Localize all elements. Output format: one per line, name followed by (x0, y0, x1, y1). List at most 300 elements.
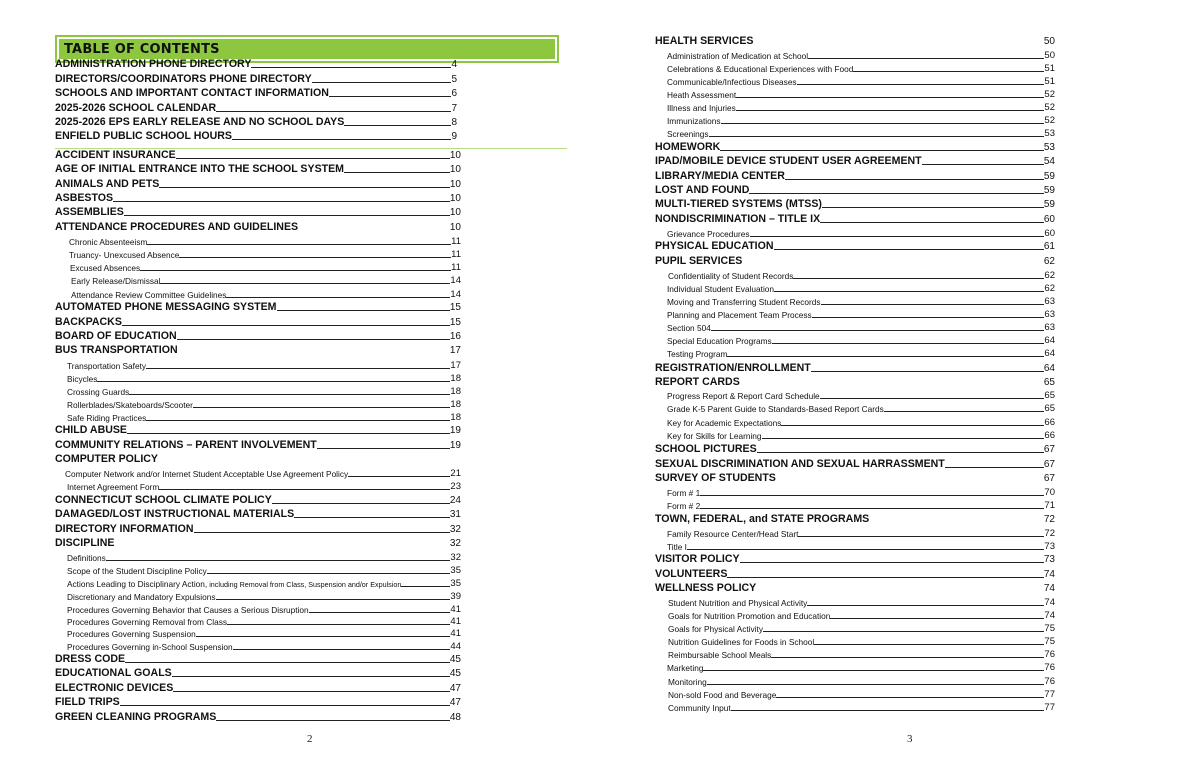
dot-leader (124, 215, 450, 216)
toc-entry-label: PUPIL SERVICES (655, 255, 743, 267)
dot-leader (179, 257, 451, 258)
dot-leader (812, 317, 1045, 318)
toc-entry-page: 8 (451, 116, 457, 128)
toc-entry-page: 73 (1044, 541, 1055, 552)
toc-entry-page: 50 (1043, 35, 1055, 47)
toc-entry-label: BUS TRANSPORTATION (55, 344, 178, 356)
toc-entry-chronic-absenteeism[interactable] (69, 237, 461, 247)
toc-entry-discipline[interactable] (55, 538, 461, 549)
toc-entry-community-input[interactable] (668, 703, 1055, 713)
toc-entry-label: Chronic Absenteeism (69, 237, 148, 248)
dot-leader (820, 398, 1045, 399)
toc-entry-page: 66 (1044, 417, 1055, 428)
toc-entry-label: Bicycles (67, 374, 98, 385)
dot-leader (233, 649, 451, 650)
toc-entry-directory-information[interactable] (55, 524, 461, 535)
dot-leader (172, 676, 450, 677)
toc-entry-label: EDUCATIONAL GOALS (55, 667, 172, 679)
dot-leader (329, 96, 452, 97)
toc-entry-label: DAMAGED/LOST INSTRUCTIONAL MATERIALS (55, 508, 295, 520)
toc-entry-nondiscrimination-title-ix[interactable] (655, 214, 1055, 225)
dot-leader (776, 697, 1044, 698)
toc-entry-label: Key for Academic Expectations (667, 418, 782, 429)
toc-entry-page: 41 (450, 604, 461, 615)
toc-entry-heath-assessment[interactable] (667, 90, 1055, 100)
toc-entry-label: Individual Student Evaluation (667, 284, 775, 295)
toc-entry-label: ENFIELD PUBLIC SCHOOL HOURS (55, 130, 232, 142)
toc-entry-early-release-dismissal[interactable] (71, 276, 461, 286)
toc-entry-page: 62 (1044, 283, 1055, 294)
dot-leader (227, 624, 450, 625)
toc-entry-page: 44 (450, 641, 461, 652)
toc-entry-automated-phone-messaging-system[interactable] (55, 302, 461, 313)
right-page (655, 0, 1057, 776)
dot-leader (177, 339, 450, 340)
toc-entry-label: Transportation Safety (67, 361, 147, 372)
toc-entry-truancy-unexcused-absence[interactable] (69, 250, 461, 260)
toc-entry-multi-tiered-systems-mtss[interactable] (655, 199, 1055, 210)
toc-entry-backpacks[interactable] (55, 317, 461, 328)
toc-entry-page: 77 (1044, 702, 1055, 713)
toc-entry-attendance-procedures-and-guidelines[interactable] (55, 222, 461, 233)
toc-entry-label: Testing Program (667, 349, 728, 360)
toc-entry-label: Screenings (667, 129, 709, 140)
toc-entry-page: 76 (1044, 649, 1055, 660)
toc-entry-page: 16 (449, 330, 461, 342)
dot-leader (884, 411, 1045, 412)
dot-leader (707, 684, 1045, 685)
toc-entry-procedures-governing-suspension[interactable] (67, 629, 461, 639)
dot-leader (853, 71, 1044, 72)
toc-entry-page: 59 (1043, 198, 1055, 210)
dot-leader (821, 304, 1045, 305)
dot-leader (922, 164, 1044, 165)
toc-entry-page: 63 (1044, 309, 1055, 320)
dot-leader (740, 562, 1044, 563)
toc-entry-animals-and-pets[interactable] (55, 179, 461, 190)
toc-entry-label: Administration of Medication at School (667, 51, 809, 62)
toc-entry-administration-of-medication-at-school[interactable] (667, 51, 1055, 61)
dot-leader (232, 139, 451, 140)
toc-entry-label: Excused Absences (70, 263, 141, 274)
toc-entry-grievance-procedures[interactable] (667, 229, 1055, 239)
dot-leader (216, 720, 450, 721)
toc-entry-page: 71 (1044, 500, 1055, 511)
dot-leader (727, 577, 1043, 578)
toc-entry-label: Monitoring (668, 677, 707, 688)
toc-entry-page: 18 (450, 399, 461, 410)
toc-entry-label: FIELD TRIPS (55, 696, 120, 708)
toc-entry-label: Family Resource Center/Head Start (667, 529, 799, 540)
toc-entry-label: DISCIPLINE (55, 537, 115, 549)
toc-entry-non-sold-food-and-beverage[interactable] (668, 690, 1055, 700)
toc-entry-page: 65 (1043, 376, 1055, 388)
dot-leader (317, 448, 450, 449)
toc-entry-progress-report-report-card-schedule[interactable] (667, 391, 1055, 401)
dot-leader (762, 438, 1045, 439)
toc-entry-goals-for-physical-activity[interactable] (668, 624, 1055, 634)
toc-entry-label: Title I (667, 542, 687, 553)
toc-entry-label: Communicable/Infectious Diseases (667, 77, 797, 88)
toc-entry-key-for-skills-for-learning[interactable] (667, 431, 1055, 441)
toc-entry-page: 19 (449, 439, 461, 451)
toc-entry-label: COMMUNITY RELATIONS – PARENT INVOLVEMENT (55, 439, 317, 451)
toc-entry-page: 50 (1044, 50, 1055, 61)
toc-entry-label: Celebrations & Educational Experiences with Food (667, 64, 854, 75)
toc-entry-label: BOARD OF EDUCATION (55, 330, 177, 342)
toc-banner-fill (59, 39, 555, 59)
toc-entry-label: CONNECTICUT SCHOOL CLIMATE POLICY (55, 494, 272, 506)
toc-entry-health-services[interactable] (655, 36, 1055, 47)
dot-leader (146, 368, 450, 369)
toc-entry-label: Planning and Placement Team Process (667, 310, 812, 321)
toc-entry-page: 52 (1044, 115, 1055, 126)
toc-entry-label: ASSEMBLIES (55, 206, 124, 218)
toc-entry-scope-of-the-student-discipline-policy[interactable] (67, 566, 461, 576)
toc-entry-page: 39 (450, 591, 461, 602)
toc-entry-label: VOLUNTEERS (655, 568, 728, 580)
toc-entry-pupil-services[interactable] (655, 256, 1055, 267)
toc-entry-goals-for-nutrition-promotion-and-educat[interactable] (668, 611, 1055, 621)
toc-entry-testing-program[interactable] (667, 349, 1055, 359)
toc-entry-page: 4 (451, 58, 457, 70)
toc-entry-enfield-public-school-hours[interactable] (55, 131, 457, 142)
dot-leader (294, 517, 450, 518)
toc-entry-label: TOWN, FEDERAL, and STATE PROGRAMS (655, 513, 870, 525)
toc-entry-family-resource-center-head-start[interactable] (667, 529, 1055, 539)
dot-leader (216, 111, 451, 112)
toc-entry-page: 18 (450, 386, 461, 397)
dot-leader (312, 82, 452, 83)
toc-entry-reimbursable-school-meals[interactable] (668, 650, 1055, 660)
toc-entry-page: 21 (450, 468, 461, 479)
toc-entry-report-cards[interactable] (655, 377, 1055, 388)
toc-entry-label: Confidentiality of Student Records (668, 271, 794, 282)
dot-leader (146, 420, 450, 421)
toc-entry-immunizations[interactable] (667, 116, 1055, 126)
toc-entry-discretionary-and-mandatory-expulsions[interactable] (67, 592, 461, 602)
dot-leader (757, 452, 1044, 453)
toc-entry-page: 10 (449, 221, 461, 233)
toc-entry-page: 23 (450, 481, 461, 492)
toc-entry-page: 51 (1044, 63, 1055, 74)
dot-leader (106, 560, 451, 561)
toc-entry-label: Marketing (667, 663, 704, 674)
toc-entry-title-i[interactable] (667, 542, 1055, 552)
toc-entry-page: 17 (450, 360, 461, 371)
toc-entry-label: Procedures Governing Behavior that Causes a Serious Disruption (67, 605, 309, 616)
toc-entry-page: 11 (451, 249, 461, 260)
toc-entry-town-federal-and-state-programs[interactable] (655, 514, 1055, 525)
toc-entry-educational-goals[interactable] (55, 668, 461, 679)
toc-entry-visitor-policy[interactable] (655, 554, 1055, 565)
toc-entry-label: Goals for Nutrition Promotion and Education (668, 611, 831, 622)
toc-entry-excused-absences[interactable] (70, 263, 461, 273)
toc-entry-label: Key for Skills for Learning (667, 431, 762, 442)
toc-entry-label: DIRECTORY INFORMATION (55, 523, 194, 535)
dot-leader (129, 394, 450, 395)
toc-entry-ipad-mobile-device-student-user-agreemen[interactable] (655, 156, 1055, 167)
dot-leader (772, 343, 1045, 344)
toc-entry-library-media-center[interactable] (655, 171, 1055, 182)
dot-leader (125, 662, 450, 663)
toc-entry-label: AGE OF INITIAL ENTRANCE INTO THE SCHOOL SYSTEM (55, 163, 344, 175)
toc-entry-page: 65 (1044, 403, 1055, 414)
toc-entry-safe-riding-practices[interactable] (67, 413, 461, 423)
dot-leader (216, 599, 451, 600)
dot-leader (703, 670, 1044, 671)
toc-entry-label: GREEN CLEANING PROGRAMS (55, 711, 217, 723)
toc-entry-label: ATTENDANCE PROCEDURES AND GUIDELINES (55, 221, 299, 233)
toc-entry-celebrations-educational-experiences-wit[interactable] (667, 64, 1055, 74)
toc-entry-planning-and-placement-team-process[interactable] (667, 310, 1055, 320)
toc-entry-connecticut-school-climate-policy[interactable] (55, 495, 461, 506)
toc-entry-page: 48 (449, 711, 461, 723)
toc-entry-procedures-governing-in-school-suspensio[interactable] (67, 642, 461, 652)
toc-entry-homework[interactable] (655, 142, 1055, 153)
toc-entry-schools-and-important-contact-informatio[interactable] (55, 88, 457, 99)
toc-entry-bus-transportation[interactable] (55, 345, 461, 356)
toc-entry-green-cleaning-programs[interactable] (55, 712, 461, 723)
toc-entry-individual-student-evaluation[interactable] (667, 284, 1055, 294)
toc-entry-page: 53 (1044, 128, 1055, 139)
toc-entry-label: VISITOR POLICY (655, 553, 740, 565)
toc-entry-dress-code[interactable] (55, 654, 461, 665)
toc-entry-page: 41 (450, 628, 461, 639)
toc-entry-page: 74 (1044, 610, 1055, 621)
toc-entry-note: including Removal from Class, Suspension and/or Expulsion (207, 580, 402, 590)
toc-entry-label: REPORT CARDS (655, 376, 740, 388)
toc-entry-label: Crossing Guards (67, 387, 130, 398)
toc-entry-field-trips[interactable] (55, 697, 461, 708)
toc-entry-administration-phone-directory[interactable] (55, 59, 457, 70)
toc-entry-page: 10 (449, 149, 461, 161)
toc-entry-page: 7 (451, 102, 457, 114)
dot-leader (251, 67, 451, 68)
toc-entry-label: ASBESTOS (55, 192, 114, 204)
toc-entry-form-2[interactable] (667, 501, 1055, 511)
dot-leader (226, 297, 450, 298)
toc-entry-label: CHILD ABUSE (55, 424, 127, 436)
dot-leader (749, 193, 1044, 194)
dot-leader (113, 201, 450, 202)
dot-leader (720, 150, 1044, 151)
toc-entry-label: IPAD/MOBILE DEVICE STUDENT USER AGREEMENT (655, 155, 922, 167)
toc-entry-computer-policy[interactable] (55, 454, 461, 465)
toc-entry-label: Heath Assessment (667, 90, 737, 101)
toc-entry-2025-2026-eps-early-release-and-no-schoo[interactable] (55, 117, 457, 128)
dot-leader (700, 495, 1044, 496)
toc-entry-page: 74 (1043, 582, 1055, 594)
dot-leader (797, 84, 1045, 85)
toc-entry-screenings[interactable] (667, 129, 1055, 139)
toc-entry-community-relations-parent-involvement[interactable] (55, 440, 461, 451)
toc-entry-label: Nutrition Guidelines for Foods in School (668, 637, 815, 648)
toc-entry-key-for-academic-expectations[interactable] (667, 418, 1055, 428)
toc-entry-label: SEXUAL DISCRIMINATION AND SEXUAL HARRASSMENT (655, 458, 945, 470)
toc-entry-nutrition-guidelines-for-foods-in-school[interactable] (668, 637, 1055, 647)
dot-leader (272, 503, 450, 504)
dot-leader (173, 691, 450, 692)
toc-entry-label: Immunizations (667, 116, 721, 127)
toc-entry-label: Rollerblades/Skateboards/Scooter (67, 400, 193, 411)
toc-entry-lost-and-found[interactable] (655, 185, 1055, 196)
toc-entry-volunteers[interactable] (655, 569, 1055, 580)
dot-leader (721, 123, 1045, 124)
toc-entry-student-nutrition-and-physical-activity[interactable] (668, 598, 1055, 608)
dot-leader (811, 371, 1044, 372)
toc-entry-survey-of-students[interactable] (655, 473, 1055, 484)
toc-entry-page: 67 (1043, 472, 1055, 484)
toc-entry-electronic-devices[interactable] (55, 683, 461, 694)
toc-entry-physical-education[interactable] (655, 241, 1055, 252)
toc-entry-label: DRESS CODE (55, 653, 126, 665)
toc-entry-moving-and-transferring-student-records[interactable] (667, 297, 1055, 307)
toc-entry-label: Discretionary and Mandatory Expulsions (67, 592, 216, 603)
toc-entry-page: 62 (1043, 255, 1055, 267)
dot-leader (687, 549, 1044, 550)
dot-leader (196, 636, 451, 637)
toc-entry-page: 73 (1043, 553, 1055, 565)
toc-entry-page: 45 (449, 653, 461, 665)
dot-leader (711, 330, 1045, 331)
toc-entry-page: 10 (449, 206, 461, 218)
toc-entry-page: 32 (449, 537, 461, 549)
toc-entry-damaged-lost-instructional-materials[interactable] (55, 509, 461, 520)
toc-title: TABLE OF CONTENTS (64, 41, 220, 57)
toc-entry-page: 14 (450, 275, 461, 286)
toc-entry-page: 45 (449, 667, 461, 679)
toc-entry-label: Student Nutrition and Physical Activity (668, 598, 808, 609)
toc-entry-label: REGISTRATION/ENROLLMENT (655, 362, 811, 374)
dot-leader (731, 710, 1045, 711)
toc-entry-label: Definitions (67, 553, 106, 564)
toc-entry-accident-insurance[interactable] (55, 150, 461, 161)
dot-leader (277, 310, 450, 311)
toc-entry-2025-2026-school-calendar[interactable] (55, 103, 457, 114)
toc-entry-page: 63 (1044, 322, 1055, 333)
toc-entry-label: COMPUTER POLICY (55, 453, 158, 465)
toc-entry-asbestos[interactable] (55, 193, 461, 204)
toc-entry-label: BACKPACKS (55, 316, 122, 328)
toc-entry-form-1[interactable] (667, 488, 1055, 498)
toc-entry-illness-and-injuries[interactable] (667, 103, 1055, 113)
toc-entry-monitoring[interactable] (668, 677, 1055, 687)
toc-entry-school-pictures[interactable] (655, 444, 1055, 455)
toc-entry-grade-k-5-parent-guide-to-standards-base[interactable] (667, 404, 1055, 414)
toc-entry-label: Moving and Transferring Student Records (667, 297, 821, 308)
toc-entry-sexual-discrimination-and-sexual-harrass[interactable] (655, 459, 1055, 470)
dot-leader (736, 97, 1044, 98)
dot-leader (814, 644, 1044, 645)
toc-entry-communicable-infectious-diseases[interactable] (667, 77, 1055, 87)
toc-entry-page: 67 (1043, 443, 1055, 455)
dot-leader (700, 508, 1044, 509)
toc-entry-label: MULTI-TIERED SYSTEMS (MTSS) (655, 198, 822, 210)
toc-entry-page: 72 (1044, 528, 1055, 539)
toc-entry-definitions[interactable] (67, 553, 461, 563)
toc-entry-label: LIBRARY/MEDIA CENTER (655, 170, 785, 182)
toc-entry-page: 52 (1044, 89, 1055, 100)
toc-entry-label: AUTOMATED PHONE MESSAGING SYSTEM (55, 301, 277, 313)
toc-entry-page: 5 (451, 73, 457, 85)
toc-entry-label: Truancy- Unexcused Absence (69, 250, 180, 261)
toc-entry-label: Procedures Governing Removal from Class (67, 617, 228, 628)
toc-entry-page: 52 (1044, 102, 1055, 113)
dot-leader (344, 125, 451, 126)
toc-entry-directors-coordinators-phone-directory[interactable] (55, 74, 457, 85)
dot-leader (348, 476, 450, 477)
toc-entry-page: 70 (1044, 487, 1055, 498)
toc-entry-page: 76 (1044, 662, 1055, 673)
toc-entry-child-abuse[interactable] (55, 425, 461, 436)
dot-leader (750, 236, 1045, 237)
toc-entry-special-education-programs[interactable] (667, 336, 1055, 346)
toc-entry-page: 6 (451, 87, 457, 99)
toc-entry-page: 64 (1043, 362, 1055, 374)
toc-entry-age-of-initial-entrance-into-the-school-[interactable] (55, 164, 461, 175)
dot-leader (736, 110, 1045, 111)
toc-entry-transportation-safety[interactable] (67, 361, 461, 371)
toc-entry-rollerblades-skateboards-scooter[interactable] (67, 400, 461, 410)
toc-entry-crossing-guards[interactable] (67, 387, 461, 397)
toc-entry-page: 65 (1044, 390, 1055, 401)
toc-entry-label: Safe Riding Practices (67, 413, 147, 424)
toc-entry-page: 14 (450, 289, 461, 300)
dot-leader (709, 136, 1045, 137)
toc-entry-page: 75 (1044, 623, 1055, 634)
toc-entry-internet-agreement-form[interactable] (67, 482, 461, 492)
dot-leader (344, 172, 450, 173)
toc-entry-procedures-governing-behavior-that-cause[interactable] (67, 605, 461, 615)
toc-entry-label: Reimbursable School Meals (668, 650, 772, 661)
toc-entry-label: Procedures Governing in-School Suspension (67, 642, 233, 653)
toc-entry-page: 11 (451, 236, 461, 247)
toc-entry-page: 64 (1044, 348, 1055, 359)
toc-entry-page: 17 (449, 344, 461, 356)
toc-entry-page: 75 (1044, 636, 1055, 647)
toc-entry-procedures-governing-removal-from-class[interactable] (67, 617, 461, 627)
toc-entry-page: 74 (1043, 568, 1055, 580)
toc-entry-label: HOMEWORK (655, 141, 721, 153)
dot-leader (207, 573, 451, 574)
dot-leader (140, 270, 451, 271)
toc-entry-wellness-policy[interactable] (655, 583, 1055, 594)
toc-entry-page: 72 (1043, 513, 1055, 525)
toc-entry-confidentiality-of-student-records[interactable] (668, 271, 1055, 281)
toc-entry-board-of-education[interactable] (55, 331, 461, 342)
toc-entry-label: Scope of the Student Discipline Policy (67, 566, 207, 577)
dot-leader (193, 407, 451, 408)
toc-entry-page: 59 (1043, 184, 1055, 196)
toc-entry-page: 54 (1043, 155, 1055, 167)
toc-entry-label: Illness and Injuries (667, 103, 736, 114)
toc-entry-registration-enrollment[interactable] (655, 363, 1055, 374)
page-number-right: 3 (907, 733, 913, 745)
dot-leader (798, 536, 1044, 537)
toc-entry-label: 2025-2026 EPS EARLY RELEASE AND NO SCHOOL DAYS (55, 116, 345, 128)
toc-entry-assemblies[interactable] (55, 207, 461, 218)
toc-entry-actions-leading-to-disciplinary-action[interactable] (67, 579, 461, 589)
toc-entry-bicycles[interactable] (67, 374, 461, 384)
toc-entry-computer-network-and-or-internet-student[interactable] (65, 469, 461, 479)
toc-entry-attendance-review-committee-guidelines[interactable] (71, 290, 461, 300)
toc-entry-label: Actions Leading to Disciplinary Action, including Removal from Class, Suspension and/or Expulsion (67, 579, 402, 590)
dot-leader (122, 325, 450, 326)
toc-entry-section-504[interactable] (667, 323, 1055, 333)
toc-entry-label: HEALTH SERVICES (655, 35, 754, 47)
toc-entry-marketing[interactable] (667, 663, 1055, 673)
